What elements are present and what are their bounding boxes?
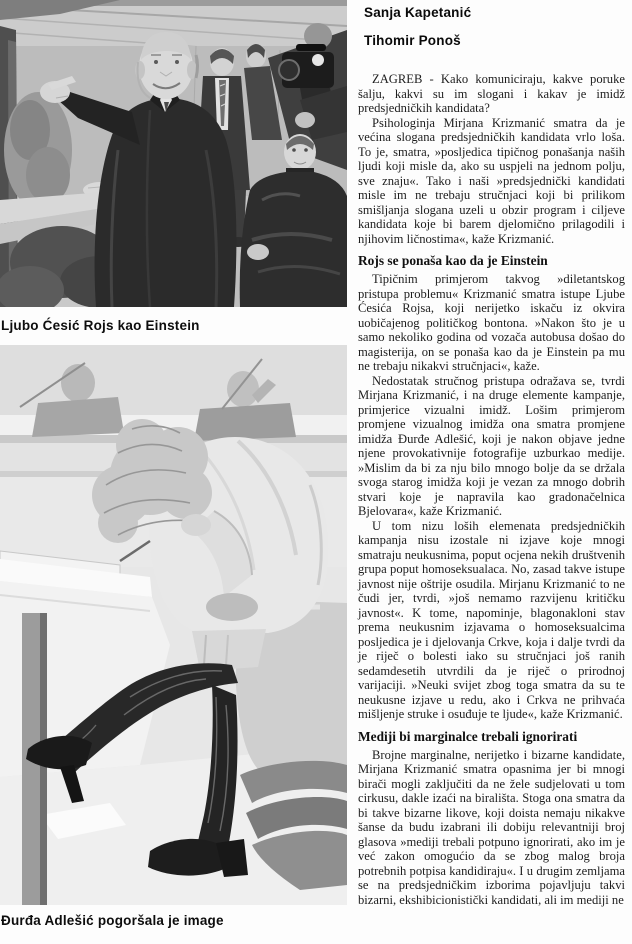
article-paragraph-3: Tipičnim primjerom takvog »diletantskog pristupa problemu« Krizmanić smatra istupe Ljube Ćesića Rojsa, koji nerijetko iskaču iz okvira uobičajenog političkog bontona. »Nakon što je u samo nekoliko godina od vozača autobusa došao do magisterija, on se ponaša kao da je Einstein pa mu ne trebaju nikakvi stručnjaci«, kaže. [358, 272, 625, 373]
byline-author-1: Sanja Kapetanić [364, 5, 472, 20]
article-paragraph-2: Psihologinja Mirjana Krizmanić smatra da je većina slogana predsjedničkih kandidata vrlo loša. To je, smatra, »posljedica tipičnog ponašanja naših ljudi koji misle da, ako su uspjeli na jednom polju, sve znaju«. Tako i naši »predsjednički kandidati misle im ne trebaju stručnjaci koji bi prilikom smišljanja slogana uzeli u obzir program i ciljeve kandidata koje bi barem djelomično prilagodili i njihovim ličnostima«, kaže Krizmanić. [358, 115, 625, 246]
article-paragraph-6: Brojne marginalne, nerijetko i bizarne kandidate, Mirjana Krizmanić smatra opasnima jer bi mnogi birači mogli zaključiti da ne žele sudjelovati u tom cirkusu, dakle izaći na birališta. Stoga ona smatra da bi takve bizarne likove, koji doista nemaju nikakve šanse da budu izabrani ili dobiju relevantniji broj glasova »mediji trebali potpuno ignorirati, ako im je već zakon omogućio da se zbog malog broja potrebnih potpisa kandidiraju«. I u drugim zemljama se na predsjedničkim izborima pojavljuju takvi bizarni, ekshibicionistički kandidati, ali im mediji ne [358, 747, 625, 907]
article-subhead-mediji: Mediji bi marginalce trebali ignorirati [358, 728, 578, 744]
photo-caption-rojs: Ljubo Ćesić Rojs kao Einstein [1, 318, 200, 333]
byline-author-2: Tihomir Ponoš [364, 33, 461, 48]
article-paragraph-5: U tom nizu loših elemenata predsjedničkih kampanja nisu izostale ni izjave koje mnogi smatraju neukusnima, poput ocjena nekih društvenih grupa poput homoseksualaca. No, zasad takve istupe javnost nije oštrije osudila. Mirjanu Krizmanić to ne čudi jer, tvrdi, »još nemamo razvijenu kritičku javnost«. K tome, napominje, blagonakloni stav prema neukusnim izjavama o homoseksualcima posljedica je i djelovanja Crkve, koja i dalje tvrdi da je riječ o bolesti iako su stručnjaci još ranih sedamdesetih utvrdili da je riječ o prirodnoj varijaciji. »Neuki svijet zbog toga smatra da su te neukusne izjave u redu, ako i Crkva ne prihvaća mišljenje struke i osuđuje te ljude«, kaže Krizmanić. [358, 518, 625, 721]
article-body [358, 72, 625, 907]
photo-caption-adlesic: Đurđa Adlešić pogoršala je image [1, 913, 224, 928]
article-paragraph-lead: ZAGREB - Kako komuniciraju, kakve poruke šalju, kakvi su im slogani i kakav je imidž predsjedničkih kandidata? [358, 72, 625, 115]
article-column [358, 4, 625, 907]
photo-djurdja-adlesic [0, 345, 347, 905]
article-subhead-rojs: Rojs se ponaša kao da je Einstein [358, 253, 548, 268]
photo-ljubo-cesic-rojs [0, 0, 347, 307]
article-paragraph-4: Nedostatak stručnog pristupa odražava se, tvrdi Mirjana Krizmanić, i na druge elemente kampanje, primjerice vizualni imidž. Lošim primjerom promjene vizualnog imidža ona smatra promjene imidža Đurđe Adlešić, koji je nakon objave jedne njene provokativnije fotografije uzburkao medije. »Mislim da bi za nju bilo mnogo bolje da se držala svoga starog imidža koji je vezan za mnogo dobrih stvari koje je napravila kao gradonačelnica Bjelovara«, kaže Krizmanić. [358, 373, 625, 518]
